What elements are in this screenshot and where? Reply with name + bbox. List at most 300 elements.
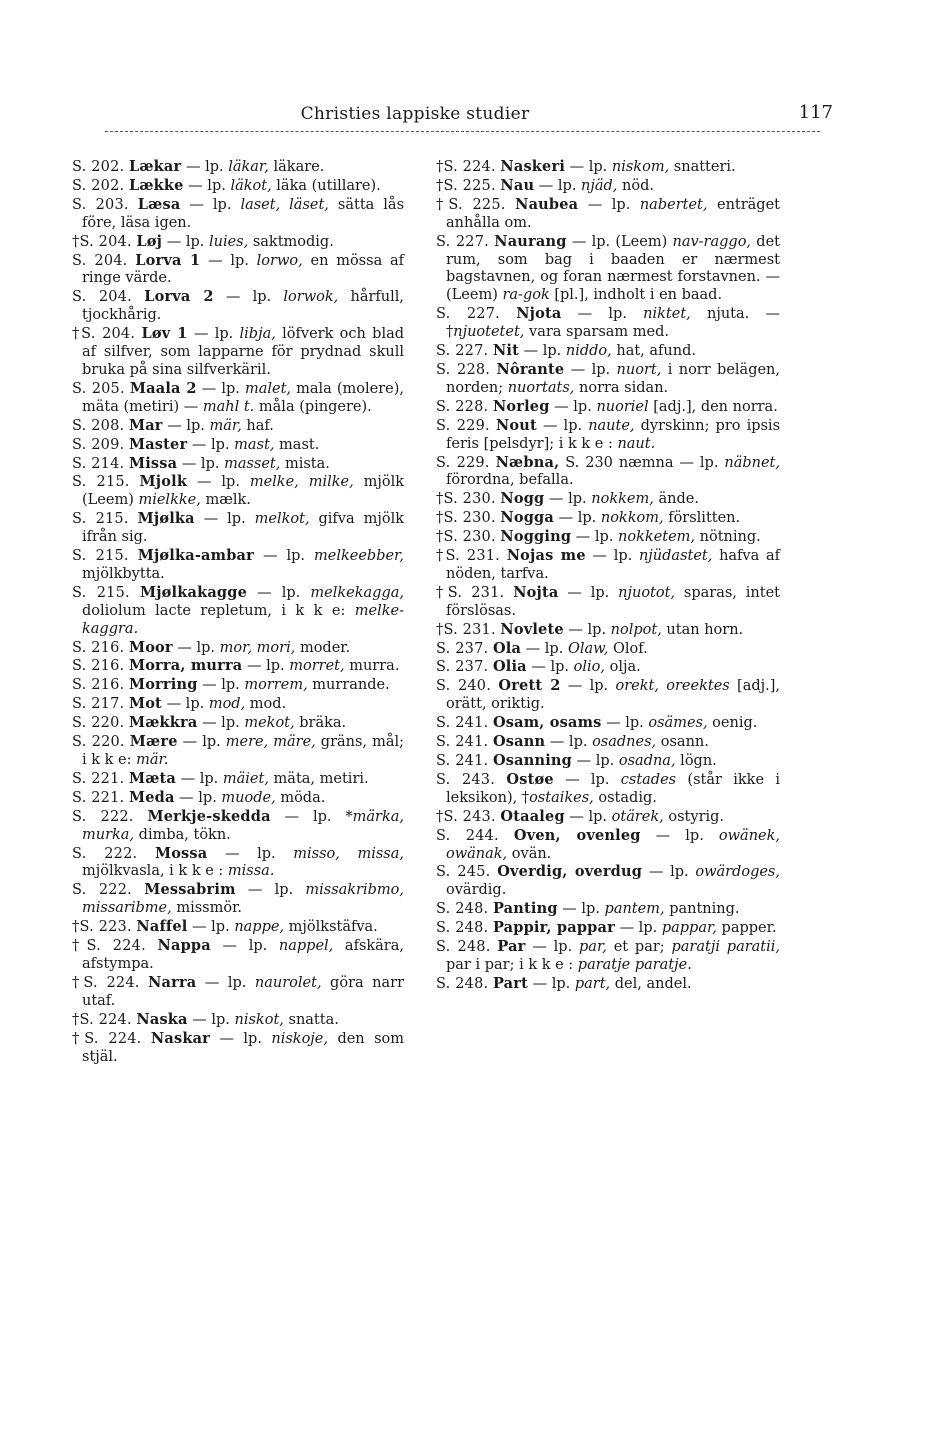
dictionary-entry <box>436 584 780 621</box>
entry-text: — lp. <box>200 252 257 269</box>
entry-text: njuta. — † <box>446 306 780 341</box>
entry-text: — lp. <box>172 639 220 656</box>
entry-headword: Mjølkakagge <box>139 583 248 601</box>
entry-text: göra narr utaf. <box>82 974 404 1009</box>
entry-text: — lp. <box>207 845 294 862</box>
entry-text: — lp. <box>525 939 580 956</box>
entry-headword: Nojas me <box>506 547 586 565</box>
entry-ref: S. 227. <box>436 233 489 250</box>
entry-text: — lp. <box>162 417 210 434</box>
entry-headword: Mækkra <box>128 714 198 732</box>
entry-headword: Naurang <box>494 232 567 250</box>
entry-lappish: osämes, <box>648 715 708 732</box>
dictionary-entry <box>72 510 404 547</box>
entry-headword: Nappa <box>157 937 211 955</box>
entry-ref: S. 217. <box>72 696 125 713</box>
entry-text: — lp. <box>578 196 640 213</box>
entry-text: mala (molere), mäta (metiri) — <box>82 380 404 415</box>
entry-ref: S. 220. <box>72 715 125 732</box>
entry-lappish: njuotetet, <box>453 324 525 341</box>
entry-lappish: njüdastet, <box>638 548 713 565</box>
entry-ref: †S. 230. <box>436 529 496 546</box>
entry-headword: Lække <box>128 176 184 194</box>
dictionary-entry <box>72 770 404 789</box>
entry-lappish: naute, <box>588 417 635 434</box>
entry-headword: Nôrante <box>496 360 565 378</box>
dictionary-entry <box>436 547 780 584</box>
entry-ref: S. 248. <box>436 920 489 937</box>
entry-ref: S. 248. <box>436 975 489 992</box>
dictionary-entry <box>436 863 780 900</box>
entry-ref: S. 203. <box>72 196 129 213</box>
entry-headword: Novlete <box>500 620 564 638</box>
dictionary-entry <box>436 305 780 342</box>
entry-text: — lp. <box>213 289 284 306</box>
entry-text: måla (pingere). <box>254 398 372 415</box>
entry-text: — lp. <box>557 901 605 918</box>
entry-headword: Part <box>492 974 528 992</box>
entry-text: nöd. <box>617 177 654 194</box>
dictionary-entry <box>72 937 404 974</box>
entry-text: utan horn. <box>661 621 744 638</box>
entry-ref: S. 222. <box>72 882 132 899</box>
entry-text: mjölk (Leem) <box>82 474 405 509</box>
dictionary-entry <box>72 288 404 325</box>
entry-headword: Ola <box>492 639 522 657</box>
entry-lappish: lorwo, <box>256 252 303 269</box>
entry-headword: Nout <box>495 416 537 434</box>
entry-text: — lp. <box>549 398 597 415</box>
entry-text: — lp. <box>210 1030 272 1047</box>
entry-lappish: melke, milke, <box>249 474 354 491</box>
dictionary-entry <box>436 177 780 196</box>
entry-text: [adj.], den norra. <box>648 398 778 415</box>
entry-headword: Meda <box>128 788 175 806</box>
entry-text: murrande. <box>307 677 390 694</box>
entry-text: — lp. <box>560 678 616 695</box>
entry-text: vara sparsam med. <box>524 324 670 341</box>
entry-text: oenig. <box>707 715 758 732</box>
entry-lappish: owärdoges, <box>695 864 780 881</box>
entry-headword: Mjølka-ambar <box>137 547 254 565</box>
entry-lappish: mod, <box>208 696 246 713</box>
entry-text: del, andel. <box>610 975 692 992</box>
entry-text: — lp. <box>563 621 611 638</box>
entry-lappish: mere, märe, <box>225 734 316 751</box>
entry-text: par i par; i k k e : <box>446 956 578 973</box>
entry-text: — lp. <box>194 511 255 528</box>
page-number: 117 <box>798 102 833 123</box>
entry-text: — lp. <box>614 920 662 937</box>
dictionary-entry <box>436 733 780 752</box>
entry-text: mast. <box>274 436 320 453</box>
entry-headword: Overdig, overdug <box>497 863 643 881</box>
dictionary-entry <box>72 789 404 808</box>
dictionary-entry <box>72 639 404 658</box>
entry-ref: S. 202. <box>72 159 125 175</box>
entry-text: enträget anhålla om. <box>446 196 780 231</box>
dictionary-entry <box>436 919 780 938</box>
entry-headword: Naska <box>136 1010 188 1028</box>
entry-lappish: nokkem, <box>591 491 654 508</box>
dictionary-entry <box>436 975 780 994</box>
entry-lappish: mast, <box>234 436 275 453</box>
entry-ref: S. 208. <box>72 417 125 434</box>
entry-lappish: part, <box>574 975 611 992</box>
entry-lappish: luies, <box>208 233 249 250</box>
entry-headword: Master <box>128 435 188 453</box>
entry-text: haf. <box>241 417 274 434</box>
entry-lappish: Olaw, <box>567 640 609 657</box>
entry-text: — lp. <box>544 491 592 508</box>
dictionary-entry <box>72 695 404 714</box>
entry-text: förordna, befalla. <box>446 472 574 489</box>
dictionary-entry <box>72 845 404 882</box>
dictionary-entry <box>72 417 404 436</box>
entry-lappish: naurolet, <box>254 974 322 991</box>
entry-lappish: nolpot, <box>610 621 662 638</box>
entry-lappish: morret, <box>289 658 345 675</box>
entry-text: mista. <box>280 455 330 472</box>
dictionary-entry <box>436 938 780 975</box>
entry-headword: Ostøe <box>506 770 554 788</box>
dictionary-entry <box>72 714 404 733</box>
entry-text: gräns, mål; i k k e: <box>82 734 404 768</box>
entry-ref: S. 237. <box>436 640 489 657</box>
entry-ref: S. 204. <box>72 289 132 306</box>
entry-ref: S. 222. <box>72 845 138 862</box>
entry-text: — lp. <box>187 1011 235 1028</box>
entry-headword: Messabrim <box>144 881 236 899</box>
entry-text: nötning. <box>695 529 761 546</box>
dictionary-entry <box>436 196 780 233</box>
entry-headword: Naskeri <box>500 158 566 175</box>
entry-ref: S. 227. <box>436 306 500 323</box>
entry-text: — lp. <box>642 864 696 881</box>
entry-text: [adj.], orätt, oriktig. <box>446 678 781 713</box>
entry-text: ovärdig. <box>446 882 507 899</box>
entry-text: — lp. <box>521 640 568 657</box>
entry-text: — lp. <box>197 715 245 732</box>
entry-lappish: masset, <box>224 455 281 472</box>
entry-headword: Nojta <box>513 583 559 601</box>
dictionary-entry <box>72 158 404 177</box>
dictionary-entry <box>72 733 404 770</box>
entry-ref: S. 220. <box>72 734 125 751</box>
dictionary-entry <box>72 455 404 474</box>
entry-lappish: muode, <box>221 789 276 806</box>
entry-lappish: owänek, owänak, <box>446 827 781 862</box>
entry-headword: Narra <box>148 973 197 991</box>
entry-lappish: niddo, <box>565 343 612 360</box>
entry-headword: Mar <box>128 416 163 434</box>
entry-text: hårfull, tjockhårig. <box>82 289 405 324</box>
entry-lappish: melkeebber, <box>314 548 405 565</box>
entry-text: möda. <box>275 789 326 806</box>
entry-lappish: naut. <box>617 435 656 452</box>
entry-text: — lp. <box>564 361 617 378</box>
dictionary-entry <box>72 1030 404 1067</box>
entry-text: — lp. <box>526 659 574 676</box>
entry-lappish: missakribmo, missaribme, <box>82 882 404 917</box>
entry-ref: †S. 231. <box>436 621 496 638</box>
dictionary-entry <box>72 676 404 695</box>
entry-text: — lp. <box>181 159 229 175</box>
entry-text: läka (utillare). <box>271 177 381 194</box>
dictionary-entry <box>436 342 780 361</box>
entry-headword: Naskar <box>150 1029 211 1047</box>
entry-text: — lp. <box>640 827 719 844</box>
entry-ref: S. 209. <box>72 436 125 453</box>
entry-headword: Læsa <box>137 195 181 213</box>
entry-text: afskära, afstympa. <box>82 938 404 972</box>
entry-lappish: par, <box>579 939 607 956</box>
dictionary-entry <box>436 752 780 771</box>
entry-lappish: mäiet, <box>222 770 269 787</box>
entry-text: S. 230 <box>559 454 619 471</box>
dictionary-entry <box>72 918 404 937</box>
entry-text: — lp. <box>572 753 619 769</box>
entry-ref: S. 228. <box>436 361 491 378</box>
dictionary-entry <box>436 398 780 417</box>
entry-text: papper. <box>716 920 777 937</box>
dictionary-entry <box>436 640 780 659</box>
entry-headword: Nogg <box>500 490 545 508</box>
entry-text: — lp. <box>177 455 225 472</box>
entry-lappish: melkekagga, <box>310 584 404 601</box>
entry-text: — lp. <box>162 233 209 250</box>
entry-ref: S. 222. <box>72 808 134 825</box>
entry-text: — lp. <box>176 770 223 787</box>
entry-lappish: pantem, <box>604 901 665 918</box>
entry-text: — lp. <box>196 380 245 397</box>
entry-text: murra. <box>344 658 400 675</box>
entry-ref: †S. 224. <box>72 938 146 955</box>
entry-headword: Næbna, <box>495 453 560 471</box>
entry-text: det rum, som bag i baaden er nærmest bagstavnen, og foran nærmest forstavnen. — (Leem) <box>446 233 780 304</box>
dictionary-entry <box>436 233 780 306</box>
entry-ref: S. 221. <box>72 770 125 787</box>
entry-ref: S. 245. <box>436 864 491 881</box>
entry-text: — lp. <box>601 715 649 732</box>
entry-ref: S. 227. <box>436 343 489 360</box>
entry-lappish: niskot, <box>234 1011 284 1028</box>
entry-text: missmör. <box>171 900 243 917</box>
entry-ref: S. 204. <box>72 252 128 269</box>
entry-headword: Mossa <box>154 844 208 862</box>
entry-ref: †S. 224. <box>72 1030 142 1047</box>
entry-lappish: njäd, <box>581 177 618 194</box>
dictionary-entry <box>436 361 780 398</box>
entry-text: hat, afund. <box>611 343 696 360</box>
dictionary-entry <box>72 233 404 252</box>
entry-text: — lp. <box>242 658 290 675</box>
entry-ref: †S. 231. <box>436 584 505 601</box>
left-column <box>72 158 404 1066</box>
entry-text: mjölkbytta. <box>82 565 165 582</box>
entry-text: — lp. <box>564 808 612 825</box>
entry-lappish: näbnet, <box>724 454 780 471</box>
entry-text: olja. <box>604 659 641 676</box>
entry-ref: S. 216. <box>72 677 125 694</box>
entry-headword: Norleg <box>492 397 550 415</box>
entry-headword: Merkje-skedda <box>147 807 271 825</box>
entry-text: — lp. <box>527 975 575 992</box>
entry-text: en mössa af ringe värde. <box>82 252 404 287</box>
entry-text: hafva af nöden, tarfva. <box>446 548 780 582</box>
entry-text: — lp. <box>177 734 226 751</box>
entry-headword: Mot <box>128 695 162 713</box>
entry-ref: S. 241. <box>436 734 489 751</box>
entry-headword: Nau <box>500 176 535 194</box>
entry-headword: Orett 2 <box>498 677 561 695</box>
entry-text: — lp. <box>180 196 241 213</box>
entry-headword: Olia <box>492 658 527 676</box>
entry-text: bräka. <box>294 715 347 732</box>
entry-text: — lp. <box>196 974 255 991</box>
entry-ref: S. 215. <box>72 584 130 601</box>
running-head <box>105 100 833 130</box>
entry-text: i norr belägen, norden; <box>446 361 781 396</box>
entry-ref: S. 248. <box>436 901 489 918</box>
dictionary-entry <box>436 528 780 547</box>
entry-ref: S. 214. <box>72 455 125 472</box>
entry-text: — lp. <box>161 696 209 713</box>
entry-lappish: nappe, <box>234 919 285 936</box>
dictionary-entry <box>72 584 404 639</box>
entry-ref: S. 215. <box>72 511 129 528</box>
entry-lappish: mahl t. <box>202 398 255 415</box>
entry-headword: Morra, murra <box>128 657 243 675</box>
entry-ref: S. 215. <box>72 474 130 491</box>
entry-text: snatteri. <box>669 159 736 175</box>
entry-text: lögn. <box>675 753 717 769</box>
dictionary-entry <box>72 473 404 510</box>
entry-text: mod. <box>245 696 287 713</box>
entry-headword: Naubea <box>515 195 579 213</box>
entry-lappish: nokkom, <box>600 510 664 527</box>
entry-lappish: läkar, <box>228 159 269 175</box>
entry-text: mjölkvasla, i k k e : <box>82 863 228 880</box>
dictionary-entry <box>72 547 404 584</box>
entry-headword: Otaaleg <box>500 807 565 825</box>
dictionary-entry <box>436 808 780 827</box>
entry-text: et par; <box>606 939 672 956</box>
dictionary-entry <box>436 658 780 677</box>
entry-headword: Moor <box>128 638 173 656</box>
entry-headword: Morring <box>128 676 198 694</box>
dictionary-entry <box>72 808 404 845</box>
dictionary-entry <box>72 1011 404 1030</box>
dictionary-entry <box>436 417 780 454</box>
entry-ref: †S. 230. <box>436 510 496 527</box>
dictionary-entry <box>72 436 404 455</box>
entry-text: — lp. <box>585 548 639 565</box>
entry-lappish: paratji paratii, <box>671 939 780 956</box>
entry-lappish: nabertet, <box>639 196 708 213</box>
entry-ref: S. 241. <box>436 753 489 769</box>
header-rule <box>105 131 820 132</box>
entry-lappish: niktet, <box>643 306 691 323</box>
entry-lappish: mekot, <box>244 715 295 732</box>
entry-headword: Pappir, pappar <box>492 919 615 937</box>
entry-ref: †S. 224. <box>72 974 140 991</box>
dictionary-entry <box>436 454 780 491</box>
entry-text: — lp. <box>187 919 235 936</box>
entry-text: ände. <box>653 491 699 508</box>
dictionary-entry <box>436 158 780 177</box>
entry-headword: Lækar <box>128 158 182 175</box>
entry-lappish: niskoje, <box>271 1030 328 1047</box>
entry-lappish: nuoriel <box>596 398 649 415</box>
entry-headword: Missa <box>128 454 178 472</box>
entry-text: snatta. <box>283 1011 339 1028</box>
entry-text: mäta, metiri. <box>268 770 369 787</box>
entry-text: — lp. <box>534 177 582 194</box>
entry-lappish: *märka, murka, <box>82 808 404 843</box>
entry-ref: †S. 223. <box>72 919 132 936</box>
entry-text: — lp. <box>571 529 619 546</box>
entry-text: gifva mjölk ifrån sig. <box>82 511 404 546</box>
entry-lappish: lorwok, <box>283 289 339 306</box>
entry-headword: Nit <box>492 342 519 360</box>
entry-headword: Løj <box>136 232 163 250</box>
dictionary-entry <box>436 900 780 919</box>
entry-text: dyrskinn; pro ipsis feris [pelsdyr]; i k k e : <box>446 417 781 452</box>
entry-lappish: nuortats, <box>507 379 575 396</box>
dictionary-entry <box>436 490 780 509</box>
entry-lappish: melkot, <box>254 511 310 528</box>
entry-headword: Nogging <box>500 528 572 546</box>
running-title: Christies lappiske studier <box>300 104 530 124</box>
entry-headword: Lorva 1 <box>135 251 201 269</box>
entry-ref: S. 215. <box>72 548 129 565</box>
entry-lappish: osadna, <box>618 753 676 769</box>
entry-text: osann. <box>656 734 709 751</box>
entry-text: — lp. <box>247 584 311 601</box>
entry-text: [pl.], indholt i en baad. <box>549 287 723 304</box>
entry-text: — lp. <box>558 584 619 601</box>
entry-ref: S. 240. <box>436 678 492 695</box>
dictionary-entry <box>72 196 404 233</box>
entry-headword: Nogga <box>500 509 554 527</box>
entry-ref: †S. 204. <box>72 326 136 343</box>
entry-text: — lp. <box>187 436 235 453</box>
entry-lappish: mär. <box>136 752 169 768</box>
entry-lappish: orekt, oreektes <box>615 678 730 695</box>
entry-text: mjölkstäfva. <box>284 919 378 936</box>
entry-lappish: paratje paratje. <box>577 956 692 973</box>
entry-ref: †S. 225. <box>436 196 506 213</box>
dictionary-entry <box>72 325 404 380</box>
entry-text: läkare. <box>268 159 325 175</box>
dictionary-entry <box>436 621 780 640</box>
entry-text: mælk. <box>200 492 251 509</box>
entry-text: ostyrig. <box>663 808 725 825</box>
entry-lappish: niskom, <box>611 159 670 175</box>
entry-ref: S. 237. <box>436 659 489 676</box>
entry-lappish: melke-kaggra. <box>82 602 404 637</box>
entry-headword: Maala 2 <box>129 379 197 397</box>
entry-headword: Mjolk <box>139 473 188 491</box>
dictionary-entry <box>436 827 780 864</box>
entry-text: — lp. <box>553 771 621 788</box>
entry-text: — lp. <box>565 159 612 175</box>
dictionary-entry <box>72 881 404 918</box>
entry-ref: †S. 204. <box>72 233 132 250</box>
entry-ref: S. 205. <box>72 380 125 397</box>
entry-text: næmna — lp. <box>618 454 725 471</box>
